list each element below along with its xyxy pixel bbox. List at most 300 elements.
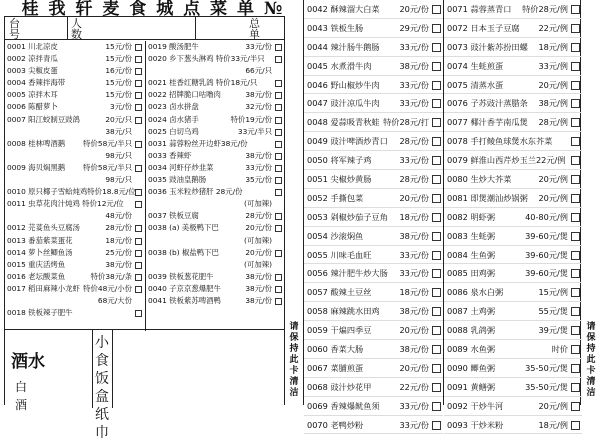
left-menu-sheet xyxy=(4,16,285,441)
menu-item-price: 68元/大份 xyxy=(97,295,132,305)
menu-item-name: 0070 老鸭炒粉 xyxy=(307,419,364,430)
menu-item-price: 28元/份 xyxy=(245,211,272,221)
menu-item-row xyxy=(146,77,284,89)
menu-item-price: 39-60元/煲 xyxy=(525,268,568,279)
menu-item-name: 0015 重庆活烤鱼 xyxy=(7,259,66,269)
menu-item-price: 16元/份 xyxy=(105,66,132,76)
order-checkbox[interactable] xyxy=(275,213,282,220)
menu-item-name: 0044 辣汁肠牛鹅肠 xyxy=(307,41,380,52)
order-header xyxy=(5,17,284,40)
menu-item-name: 0082 明虾粥 xyxy=(447,211,496,222)
menu-column-right-a xyxy=(304,0,443,434)
menu-item-row xyxy=(444,0,582,19)
liquor-label: 白酒 xyxy=(15,380,28,412)
menu-item-name: 0025 白切乌鸡 xyxy=(148,126,199,136)
menu-item-row xyxy=(146,89,284,101)
menu-item-price: 20元/份 xyxy=(399,325,429,336)
menu-item-name: 0053 剁椒炒茄子豆角 xyxy=(307,211,388,222)
menu-item-name: 0084 生鱼粥 xyxy=(447,249,496,260)
menu-item-row xyxy=(5,126,144,138)
menu-item-price: 38元/份 xyxy=(245,90,272,100)
menu-item-price: 98元/只 xyxy=(105,150,132,160)
menu-item-name: 0003 尖椒皮蛋 xyxy=(7,66,58,76)
order-checkbox[interactable] xyxy=(571,269,580,278)
menu-item-name: 0041 铁板紫苏啤酒鸭 xyxy=(148,295,221,305)
menu-item-price: 33元/例 xyxy=(538,60,568,71)
menu-item-row xyxy=(304,113,443,132)
order-checkbox[interactable] xyxy=(432,81,441,90)
order-checkbox[interactable] xyxy=(135,225,142,232)
menu-item-name: 0018 铁板辣子肥牛 xyxy=(7,308,73,318)
menu-item-price: 98元/只 xyxy=(105,175,132,185)
menu-item-row xyxy=(304,264,443,283)
order-checkbox[interactable] xyxy=(275,141,282,148)
menu-item-price: 38元/份 xyxy=(399,344,429,355)
menu-item-row xyxy=(444,151,582,170)
menu-item-row xyxy=(304,94,443,113)
menu-item-price: 20元/例 xyxy=(538,192,568,203)
menu-item-name: 0033 香辣虾 xyxy=(148,150,192,160)
menu-item-row xyxy=(304,208,443,227)
menu-item-name: 0068 豉汁炒花甲 xyxy=(307,381,372,392)
menu-item-name: 0038 (a) 美极鸭下巴 xyxy=(148,223,219,233)
menu-item-price: 33元/份 xyxy=(399,79,429,90)
menu-item-name: 0008 桂林啤酒鹅 xyxy=(7,138,66,148)
menu-item-name: 0050 将军辣子鸡 xyxy=(307,155,372,166)
order-checkbox[interactable] xyxy=(571,326,580,335)
order-checkbox[interactable] xyxy=(432,137,441,146)
menu-item-price: 20元/例 xyxy=(538,79,568,90)
menu-item-price: 15元/份 xyxy=(105,42,132,51)
menu-item-row xyxy=(146,138,284,150)
menu-item-name: 0012 芫荽鱼头豆腐汤 xyxy=(7,223,80,233)
menu-item-name: 0089 水鱼粥 xyxy=(447,344,496,355)
menu-item-price: 时价 xyxy=(551,344,568,355)
menu-item-row xyxy=(304,378,443,397)
order-checkbox[interactable] xyxy=(571,213,580,222)
menu-item-price: 20元/例 xyxy=(538,174,568,185)
menu-item-row xyxy=(444,113,582,132)
menu-item-row xyxy=(5,186,144,198)
menu-item-price: (可加辣) xyxy=(244,199,272,209)
menu-item-row xyxy=(5,198,144,210)
menu-item-row xyxy=(146,126,284,138)
menu-item-row xyxy=(444,264,582,283)
menu-item-row xyxy=(444,378,582,397)
menu-column-left xyxy=(5,41,144,319)
order-checkbox[interactable] xyxy=(571,99,580,108)
menu-item-row xyxy=(444,57,582,76)
order-checkbox[interactable] xyxy=(135,189,142,196)
menu-item-name: 0079 鲜淮山西芹炒玉兰22元/例 xyxy=(447,155,566,166)
menu-item-price: 33元/份 xyxy=(399,400,429,411)
menu-item-row xyxy=(444,321,582,340)
menu-item-price: 15元/例 xyxy=(538,287,568,298)
order-checkbox[interactable] xyxy=(432,251,441,260)
order-checkbox[interactable] xyxy=(571,175,580,184)
order-checkbox[interactable] xyxy=(135,165,142,172)
menu-item-row xyxy=(5,138,144,150)
order-checkbox[interactable] xyxy=(571,81,580,90)
menu-item-name: 0045 水煮滑牛肉 xyxy=(307,60,372,71)
menu-item-price: 15元/份 xyxy=(105,90,132,100)
menu-item-name: 0093 干炒米粉 xyxy=(447,419,504,430)
order-checkbox[interactable] xyxy=(432,232,441,241)
menu-item-name: 0090 鲫鱼粥 xyxy=(447,362,496,373)
order-checkbox[interactable] xyxy=(432,213,441,222)
menu-item-row xyxy=(5,210,144,222)
menu-item-price: 38元/份 xyxy=(245,283,272,293)
order-checkbox[interactable] xyxy=(275,80,282,87)
menu-item-name: 0054 沙滚焖鱼 xyxy=(307,230,364,241)
menu-item-name: 0039 铁板葱花肥牛 xyxy=(148,271,214,281)
menu-item-name: 0059 干煸四季豆 xyxy=(307,325,372,336)
menu-item-price: 20元/只 xyxy=(105,114,132,124)
right-menu-sheet xyxy=(303,0,581,430)
order-checkbox[interactable] xyxy=(135,286,142,293)
menu-item-row xyxy=(304,416,443,435)
order-checkbox[interactable] xyxy=(432,156,441,165)
table-number-label: 台号 xyxy=(9,17,20,41)
menu-item-name: 0013 番茄紫菜蛋花 xyxy=(7,235,73,245)
order-checkbox[interactable] xyxy=(135,141,142,148)
menu-item-row xyxy=(146,271,284,283)
order-checkbox[interactable] xyxy=(135,250,142,257)
order-checkbox[interactable] xyxy=(135,238,142,245)
order-checkbox[interactable] xyxy=(275,92,282,99)
order-checkbox[interactable] xyxy=(571,43,580,52)
menu-column-mid xyxy=(145,41,284,331)
order-checkbox[interactable] xyxy=(275,117,282,124)
menu-item-name: 0040 子京京葱爆肥牛 xyxy=(148,283,221,293)
menu-item-price: 33元/份 xyxy=(399,249,429,260)
menu-item-name: 0011 虫草花肉汁炖鸡 特价12元/位 xyxy=(7,199,124,209)
menu-item-row xyxy=(304,19,443,38)
menu-item-name: 0006 陈醋萝卜 xyxy=(7,102,58,112)
menu-item-name: 0036 玉米粒炒猪肝 28元/份 xyxy=(148,187,243,197)
people-count-label: 人数 xyxy=(71,17,82,41)
menu-item-price: 20元/份 xyxy=(245,223,272,233)
menu-item-row xyxy=(5,174,144,186)
menu-item-price: 特价58元/半只 xyxy=(83,162,132,172)
menu-item-price: 33元/份 xyxy=(245,42,272,51)
menu-item-price: 18元/份 xyxy=(105,235,132,245)
menu-item-name: 0038 (b) 椒盐鸭下巴 xyxy=(148,247,219,257)
order-checkbox[interactable] xyxy=(275,274,282,281)
menu-item-row xyxy=(304,189,443,208)
menu-item-row xyxy=(5,271,144,283)
menu-item-row xyxy=(304,132,443,151)
menu-item-price: 38元/份 xyxy=(399,60,429,71)
menu-item-price: 38元/份 xyxy=(245,295,272,305)
menu-item-row xyxy=(146,235,284,247)
total-label: 总单 xyxy=(249,17,260,41)
menu-item-price: 38元/只 xyxy=(105,126,132,136)
menu-item-name: 0005 凉拌木耳 xyxy=(7,90,58,100)
menu-item-row xyxy=(146,210,284,222)
order-checkbox[interactable] xyxy=(571,62,580,71)
menu-item-price: 33元/份 xyxy=(399,419,429,430)
menu-item-name: 0056 辣汁肥牛炒大肠 xyxy=(307,268,388,279)
menu-item-price: 18元/例 xyxy=(538,419,568,430)
menu-item-price: 38元/份 xyxy=(245,271,272,281)
menu-item-name: 0024 卤水猪手 xyxy=(148,114,199,124)
order-checkbox[interactable] xyxy=(135,80,142,87)
menu-item-row xyxy=(146,65,284,77)
menu-item-name: 0034 河虾仔炒韭菜 xyxy=(148,162,214,172)
menu-item-row xyxy=(146,162,284,174)
keep-clean-note-left: 请保持此卡清洁 xyxy=(289,322,299,398)
order-checkbox[interactable] xyxy=(275,189,282,196)
menu-item-row xyxy=(5,307,144,319)
order-checkbox[interactable] xyxy=(571,402,580,411)
order-checkbox[interactable] xyxy=(571,421,580,430)
order-checkbox[interactable] xyxy=(571,194,580,203)
order-checkbox[interactable] xyxy=(135,274,142,281)
menu-item-price: 28元/份 xyxy=(399,174,429,185)
order-checkbox[interactable] xyxy=(135,310,142,317)
order-checkbox[interactable] xyxy=(135,117,142,124)
order-checkbox[interactable] xyxy=(571,383,580,392)
menu-item-name: 0072 日本玉子豆腐 xyxy=(447,22,520,33)
menu-item-row xyxy=(5,162,144,174)
menu-item-name: 0048 爱蒜吸青秋蛙 xyxy=(307,117,380,128)
menu-item-row xyxy=(444,227,582,246)
menu-item-price: 55元/煲 xyxy=(538,306,568,317)
menu-item-price: 33元/份 xyxy=(399,268,429,279)
menu-item-row xyxy=(304,76,443,95)
menu-item-price: 32元/份 xyxy=(245,102,272,112)
menu-item-name: 0037 铁板豆腐 xyxy=(148,211,199,221)
menu-item-row xyxy=(146,41,284,53)
menu-item-row xyxy=(444,189,582,208)
menu-item-price: 33元/份 xyxy=(399,98,429,109)
menu-item-price: 28元/份 xyxy=(399,136,429,147)
order-checkbox[interactable] xyxy=(432,269,441,278)
order-checkbox[interactable] xyxy=(571,307,580,316)
order-checkbox[interactable] xyxy=(432,62,441,71)
menu-item-price: 28元/例 xyxy=(538,117,568,128)
menu-item-row xyxy=(146,283,284,295)
menu-item-name: 0092 干炒牛河 xyxy=(447,400,504,411)
order-checkbox[interactable] xyxy=(571,5,580,14)
order-checkbox[interactable] xyxy=(571,137,580,146)
menu-item-name: 0051 尖椒炒黄肠 xyxy=(307,174,372,185)
order-checkbox[interactable] xyxy=(135,68,142,75)
menu-item-row xyxy=(444,283,582,302)
order-checkbox[interactable] xyxy=(135,44,142,51)
order-checkbox[interactable] xyxy=(432,383,441,392)
menu-item-name: 0020 乡下葱头淋鸡 特价33元/半只 xyxy=(148,54,265,64)
menu-item-price: 33元/份 xyxy=(399,41,429,52)
menu-item-row xyxy=(146,150,284,162)
order-checkbox[interactable] xyxy=(432,194,441,203)
menu-item-row xyxy=(304,340,443,359)
order-checkbox[interactable] xyxy=(275,129,282,136)
menu-item-row xyxy=(304,151,443,170)
menu-item-row xyxy=(5,101,144,113)
menu-item-price: 18元/份 xyxy=(399,287,429,298)
menu-item-name: 0021 桂香红糖乳鸽 特价18元/只 xyxy=(148,78,258,88)
order-checkbox[interactable] xyxy=(571,364,580,373)
menu-item-row xyxy=(5,222,144,234)
order-checkbox[interactable] xyxy=(275,104,282,111)
order-checkbox[interactable] xyxy=(275,44,282,51)
menu-item-row xyxy=(5,65,144,77)
menu-item-price: 特价19元/份 xyxy=(230,114,272,124)
menu-item-price: 特价48元/小份 xyxy=(83,283,132,293)
extras-section xyxy=(5,329,284,441)
menu-item-price: 38元/例 xyxy=(538,98,568,109)
menu-item-price: 18元/份 xyxy=(399,211,429,222)
menu-item-row xyxy=(304,170,443,189)
order-checkbox[interactable] xyxy=(571,288,580,297)
menu-column-right-b xyxy=(443,0,582,430)
menu-item-row xyxy=(5,53,144,65)
menu-item-price: 20元/份 xyxy=(399,362,429,373)
menu-item-name: 0077 椰汁香芋南瓜煲 xyxy=(447,117,528,128)
menu-item-row xyxy=(5,77,144,89)
menu-item-name: 0057 酸辣土豆丝 xyxy=(307,287,372,298)
menu-item-price: (可加辣) xyxy=(244,235,272,245)
menu-item-name: 0071 蒜蓉蒸青口 xyxy=(447,4,512,14)
menu-item-price: 20元/例 xyxy=(538,400,568,411)
order-checkbox[interactable] xyxy=(432,24,441,33)
order-checkbox[interactable] xyxy=(571,24,580,33)
menu-item-name: 0002 凉拌青瓜 xyxy=(7,54,58,64)
order-checkbox[interactable] xyxy=(571,156,580,165)
menu-item-price: 15元/份 xyxy=(105,54,132,64)
menu-item-price: 39-60元/煲 xyxy=(525,230,568,241)
order-checkbox[interactable] xyxy=(275,56,282,63)
menu-item-row xyxy=(5,89,144,101)
order-checkbox[interactable] xyxy=(432,43,441,52)
menu-item-price: 20元/份 xyxy=(399,192,429,203)
order-checkbox[interactable] xyxy=(275,298,282,305)
menu-item-price: 35-50元/煲 xyxy=(525,381,568,392)
order-checkbox[interactable] xyxy=(135,92,142,99)
order-checkbox[interactable] xyxy=(432,118,441,127)
menu-item-row xyxy=(304,302,443,321)
menu-item-row xyxy=(304,321,443,340)
menu-item-price: 29元/份 xyxy=(399,22,429,33)
order-checkbox[interactable] xyxy=(275,286,282,293)
order-checkbox[interactable] xyxy=(571,251,580,260)
menu-item-name: 0052 手撕包菜 xyxy=(307,192,364,203)
menu-item-name: 0047 豉汁凉瓜牛肉 xyxy=(307,98,380,109)
menu-item-price: 22元/例 xyxy=(538,22,568,33)
menu-item-price: 15元/份 xyxy=(105,78,132,88)
menu-item-name: 0080 生炒大芥菜 xyxy=(447,174,512,185)
order-checkbox[interactable] xyxy=(275,225,282,232)
menu-item-name: 0069 香辣爆鱿鱼须 xyxy=(307,400,380,411)
order-checkbox[interactable] xyxy=(275,250,282,257)
menu-item-row xyxy=(5,235,144,247)
menu-item-row xyxy=(5,114,144,126)
menu-item-row xyxy=(304,0,443,19)
menu-item-name: 0031 蒜蓉粉丝开边虾38元/份 xyxy=(148,138,248,148)
menu-item-row xyxy=(304,57,443,76)
menu-item-row xyxy=(444,359,582,378)
menu-item-name: 0017 稻田麻辣小龙虾 xyxy=(7,283,80,293)
menu-item-row xyxy=(146,186,284,198)
menu-item-name: 0078 手打鲮鱼球煲水东芥菜 xyxy=(447,136,553,147)
menu-item-price: 25元/份 xyxy=(105,247,132,257)
order-checkbox[interactable] xyxy=(432,364,441,373)
menu-item-name: 0091 黄鳝粥 xyxy=(447,381,496,392)
menu-item-row xyxy=(5,259,144,271)
menu-item-row xyxy=(444,208,582,227)
menu-item-name: 0055 川味毛血旺 xyxy=(307,249,372,260)
menu-item-row xyxy=(5,247,144,259)
menu-item-price: 38元/份 xyxy=(245,150,272,160)
menu-item-row xyxy=(146,247,284,259)
order-checkbox[interactable] xyxy=(135,56,142,63)
menu-item-row xyxy=(444,94,582,113)
menu-item-name: 0014 萝卜丝鲫鱼汤 xyxy=(7,247,73,257)
order-checkbox[interactable] xyxy=(432,99,441,108)
page-title: 桂 我 轩 麦 食 城 点 菜 单 № xyxy=(21,0,285,19)
menu-item-row xyxy=(146,222,284,234)
menu-item-row xyxy=(444,38,582,57)
order-checkbox[interactable] xyxy=(135,201,142,208)
menu-item-name: 0007 阳江蛟制豆豉鸽 xyxy=(7,114,80,124)
order-checkbox[interactable] xyxy=(432,175,441,184)
order-checkbox[interactable] xyxy=(571,232,580,241)
menu-item-price: 28元/份 xyxy=(105,223,132,233)
order-checkbox[interactable] xyxy=(275,153,282,160)
menu-item-name: 0087 土鸡粥 xyxy=(447,306,496,317)
order-checkbox[interactable] xyxy=(135,262,142,269)
menu-item-price: 39元/煲 xyxy=(538,325,568,336)
menu-item-name: 0042 酥辣溜大白菜 xyxy=(307,4,380,14)
menu-item-name: 0085 田鸡粥 xyxy=(447,268,496,279)
menu-item-row xyxy=(444,170,582,189)
order-checkbox[interactable] xyxy=(571,345,580,354)
order-checkbox[interactable] xyxy=(571,118,580,127)
menu-item-price: 66元/只 xyxy=(245,66,272,76)
order-checkbox[interactable] xyxy=(432,307,441,316)
keep-clean-note-right: 请保持此卡清洁 xyxy=(586,322,596,398)
order-checkbox[interactable] xyxy=(275,165,282,172)
order-checkbox[interactable] xyxy=(432,326,441,335)
menu-item-price: 33元/份 xyxy=(399,155,429,166)
order-checkbox[interactable] xyxy=(432,421,441,430)
order-checkbox[interactable] xyxy=(275,177,282,184)
menu-item-row xyxy=(304,227,443,246)
menu-item-price: 特价28元/例 xyxy=(522,4,568,14)
menu-item-name: 0067 菜脯煎蛋 xyxy=(307,362,364,373)
menu-item-row xyxy=(5,283,144,295)
order-checkbox[interactable] xyxy=(432,288,441,297)
menu-item-price: 22元/份 xyxy=(399,381,429,392)
menu-item-price: 38元/份 xyxy=(105,259,132,269)
menu-item-price: 35元/份 xyxy=(245,175,272,185)
menu-item-name: 0004 香辣拌海带 xyxy=(7,78,66,88)
menu-item-row xyxy=(444,397,582,416)
menu-item-price: 特价58元/半只 xyxy=(83,138,132,148)
order-checkbox[interactable] xyxy=(432,5,441,14)
order-checkbox[interactable] xyxy=(432,345,441,354)
menu-item-name: 0074 生蚝煎蛋 xyxy=(447,60,504,71)
menu-item-name: 0022 招牌脆口咕噜肉 xyxy=(148,90,221,100)
order-checkbox[interactable] xyxy=(135,104,142,111)
order-checkbox[interactable] xyxy=(432,402,441,411)
menu-item-row xyxy=(146,198,284,210)
menu-item-row xyxy=(146,174,284,186)
menu-item-row xyxy=(444,340,582,359)
menu-item-row xyxy=(444,302,582,321)
